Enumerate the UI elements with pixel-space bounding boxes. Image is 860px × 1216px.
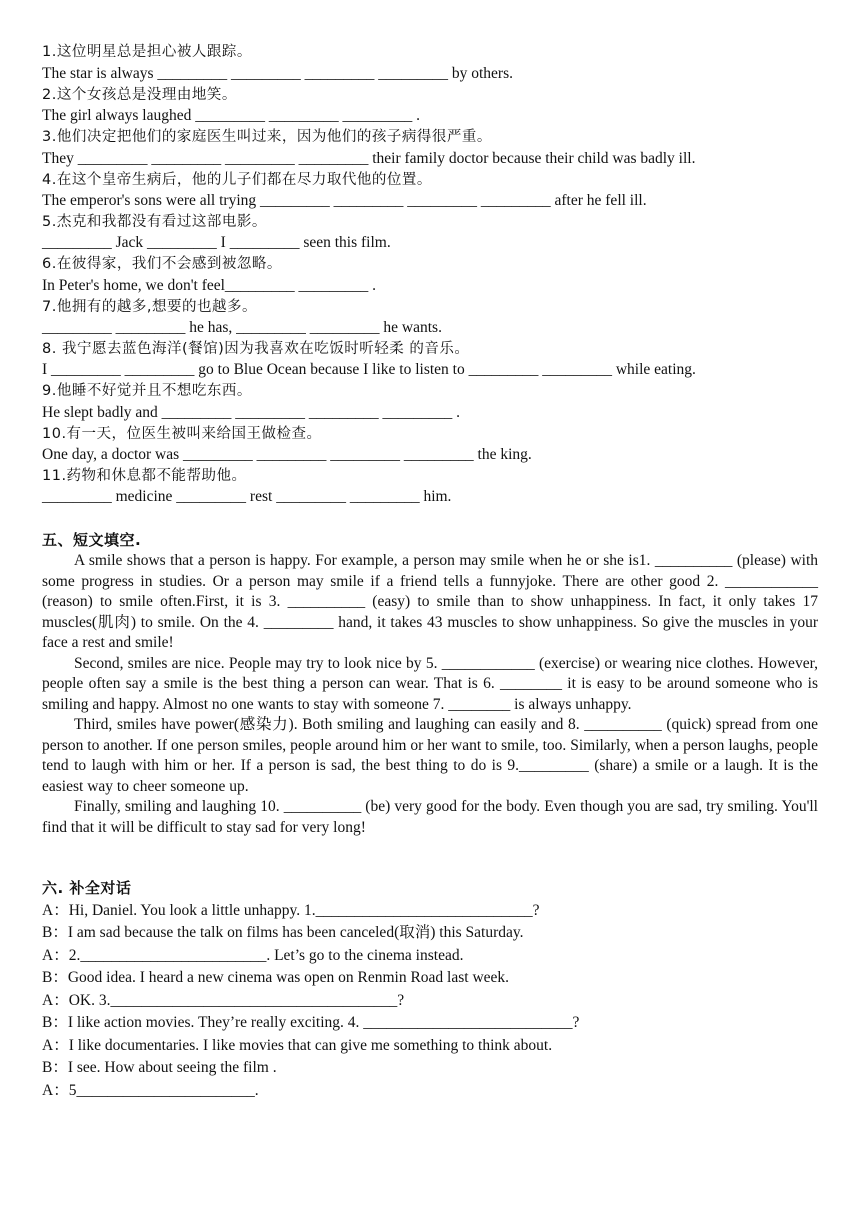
translation-item-5-chinese: 5.杰克和我都没有看过这部电影。 (42, 214, 267, 230)
translation-item-2-english: The girl always laughed _________ _________ _________ . (42, 107, 420, 124)
translation-item-11-chinese: 11.药物和休息都不能帮助他。 (42, 468, 247, 484)
translation-item-10-chinese: 10.有一天，位医生被叫来给国王做检查。 (42, 426, 322, 442)
translation-item-4-chinese: 4.在这个皇帝生病后，他的儿子们都在尽力取代他的位置。 (42, 172, 432, 188)
dialogue-line-3: A：2.________________________. Let’s go to the cinema instead. (42, 947, 464, 964)
section-5-passage (42, 551, 818, 838)
translation-item-1-chinese: 1.这位明星总是担心被人跟踪。 (42, 44, 252, 60)
passage-paragraph-2: Second, smiles are nice. People may try to look nice by 5. ____________ (exercise) or wearing nice clothes. However, people often say a smile is the best thing a person can wear. That is 6. ________ it is easy to be around someone who is smiling and happy. Almost no one wants to stay with someone 7. ________ is always unhappy. (42, 654, 818, 713)
translation-item-6-chinese: 6.在彼得家，我们不会感到被忽略。 (42, 256, 282, 272)
dialogue-line-6: B：I like action movies. They’re really exciting. 4. ___________________________? (42, 1014, 580, 1031)
section-6-title: 六. 补全对话 (42, 879, 132, 897)
translation-item-7-english: _________ _________ he has, _________ _________ he wants. (42, 319, 442, 336)
translation-item-2-chinese: 2.这个女孩总是没理由地笑。 (42, 87, 237, 103)
dialogue-line-7: A：I like documentaries. I like movies that can give me something to think about. (42, 1037, 553, 1054)
dialogue-line-8: B：I see. How about seeing the film . (42, 1059, 277, 1076)
translation-item-9-english: He slept badly and _________ _________ _________ _________ . (42, 404, 461, 421)
translation-item-6-english: In Peter's home, we don't feel_________ _________ . (42, 277, 377, 294)
translation-item-3-chinese: 3.他们决定把他们的家庭医生叫过来，因为他们的孩子病得很严重。 (42, 129, 492, 145)
section-5-title: 五、短文填空. (42, 531, 142, 549)
dialogue-line-5: A：OK. 3._____________________________________? (42, 992, 405, 1009)
translation-item-5-english: _________ Jack _________ I _________ seen this film. (42, 234, 391, 251)
passage-paragraph-1: A smile shows that a person is happy. For example, a person may smile when he or she is1. __________ (please) with some progress in studies. Or a person may smile if a friend tells a funnyjoke. There are other good 2. ____________ (reason) to smile often.First, it is 3. __________ (easy) to smile than to show unhappiness. In fact, it only takes 17 muscles(肌肉) to smile. On the 4. _________ hand, it takes 43 muscles to show unhappiness. So give the muscles in your face a rest and smile! (42, 552, 818, 651)
translation-item-4-english: The emperor's sons were all trying _________ _________ _________ _________ after he fell ill. (42, 192, 647, 209)
translation-item-11-english: _________ medicine _________ rest _________ _________ him. (42, 488, 452, 505)
translation-item-1-english: The star is always _________ _________ _________ _________ by others. (42, 65, 513, 82)
translation-item-3-english: They _________ _________ _________ _________ their family doctor because their child was badly ill. (42, 150, 696, 167)
passage-paragraph-4: Finally, smiling and laughing 10. __________ (be) very good for the body. Even though you are sad, try smiling. You'll find that it will be difficult to stay sad for very long! (42, 798, 818, 836)
translation-item-7-chinese: 7.他拥有的越多,想要的也越多。 (42, 299, 257, 315)
dialogue-line-1: A：Hi, Daniel. You look a little unhappy. 1.____________________________? (42, 902, 540, 919)
translation-item-10-english: One day, a doctor was _________ _________ _________ _________ the king. (42, 446, 532, 463)
dialogue-line-2: B：I am sad because the talk on films has been canceled(取消) this Saturday. (42, 924, 524, 941)
dialogue-line-4: B：Good idea. I heard a new cinema was open on Renmin Road last week. (42, 969, 510, 986)
translation-item-8-chinese: 8. 我宁愿去蓝色海洋(餐馆)因为我喜欢在吃饭时听轻柔 的音乐。 (42, 341, 470, 357)
translation-item-9-chinese: 9.他睡不好觉并且不想吃东西。 (42, 383, 252, 399)
dialogue-line-9: A：5_______________________. (42, 1082, 259, 1099)
passage-paragraph-3: Third, smiles have power(感染力). Both smiling and laughing can easily and 8. __________ (quick) spread from one person to another. If one person smiles, people around him or her want to smile, too. Similarly, when a person laughs, people tend to laugh with him or her. If a person is sad, the best thing to do is 9._________ (share) a smile or a laugh. It is the easiest way to cheer someone up. (42, 716, 818, 795)
translation-item-8-english: I _________ _________ go to Blue Ocean because I like to listen to _________ _________ while eating. (42, 361, 696, 378)
